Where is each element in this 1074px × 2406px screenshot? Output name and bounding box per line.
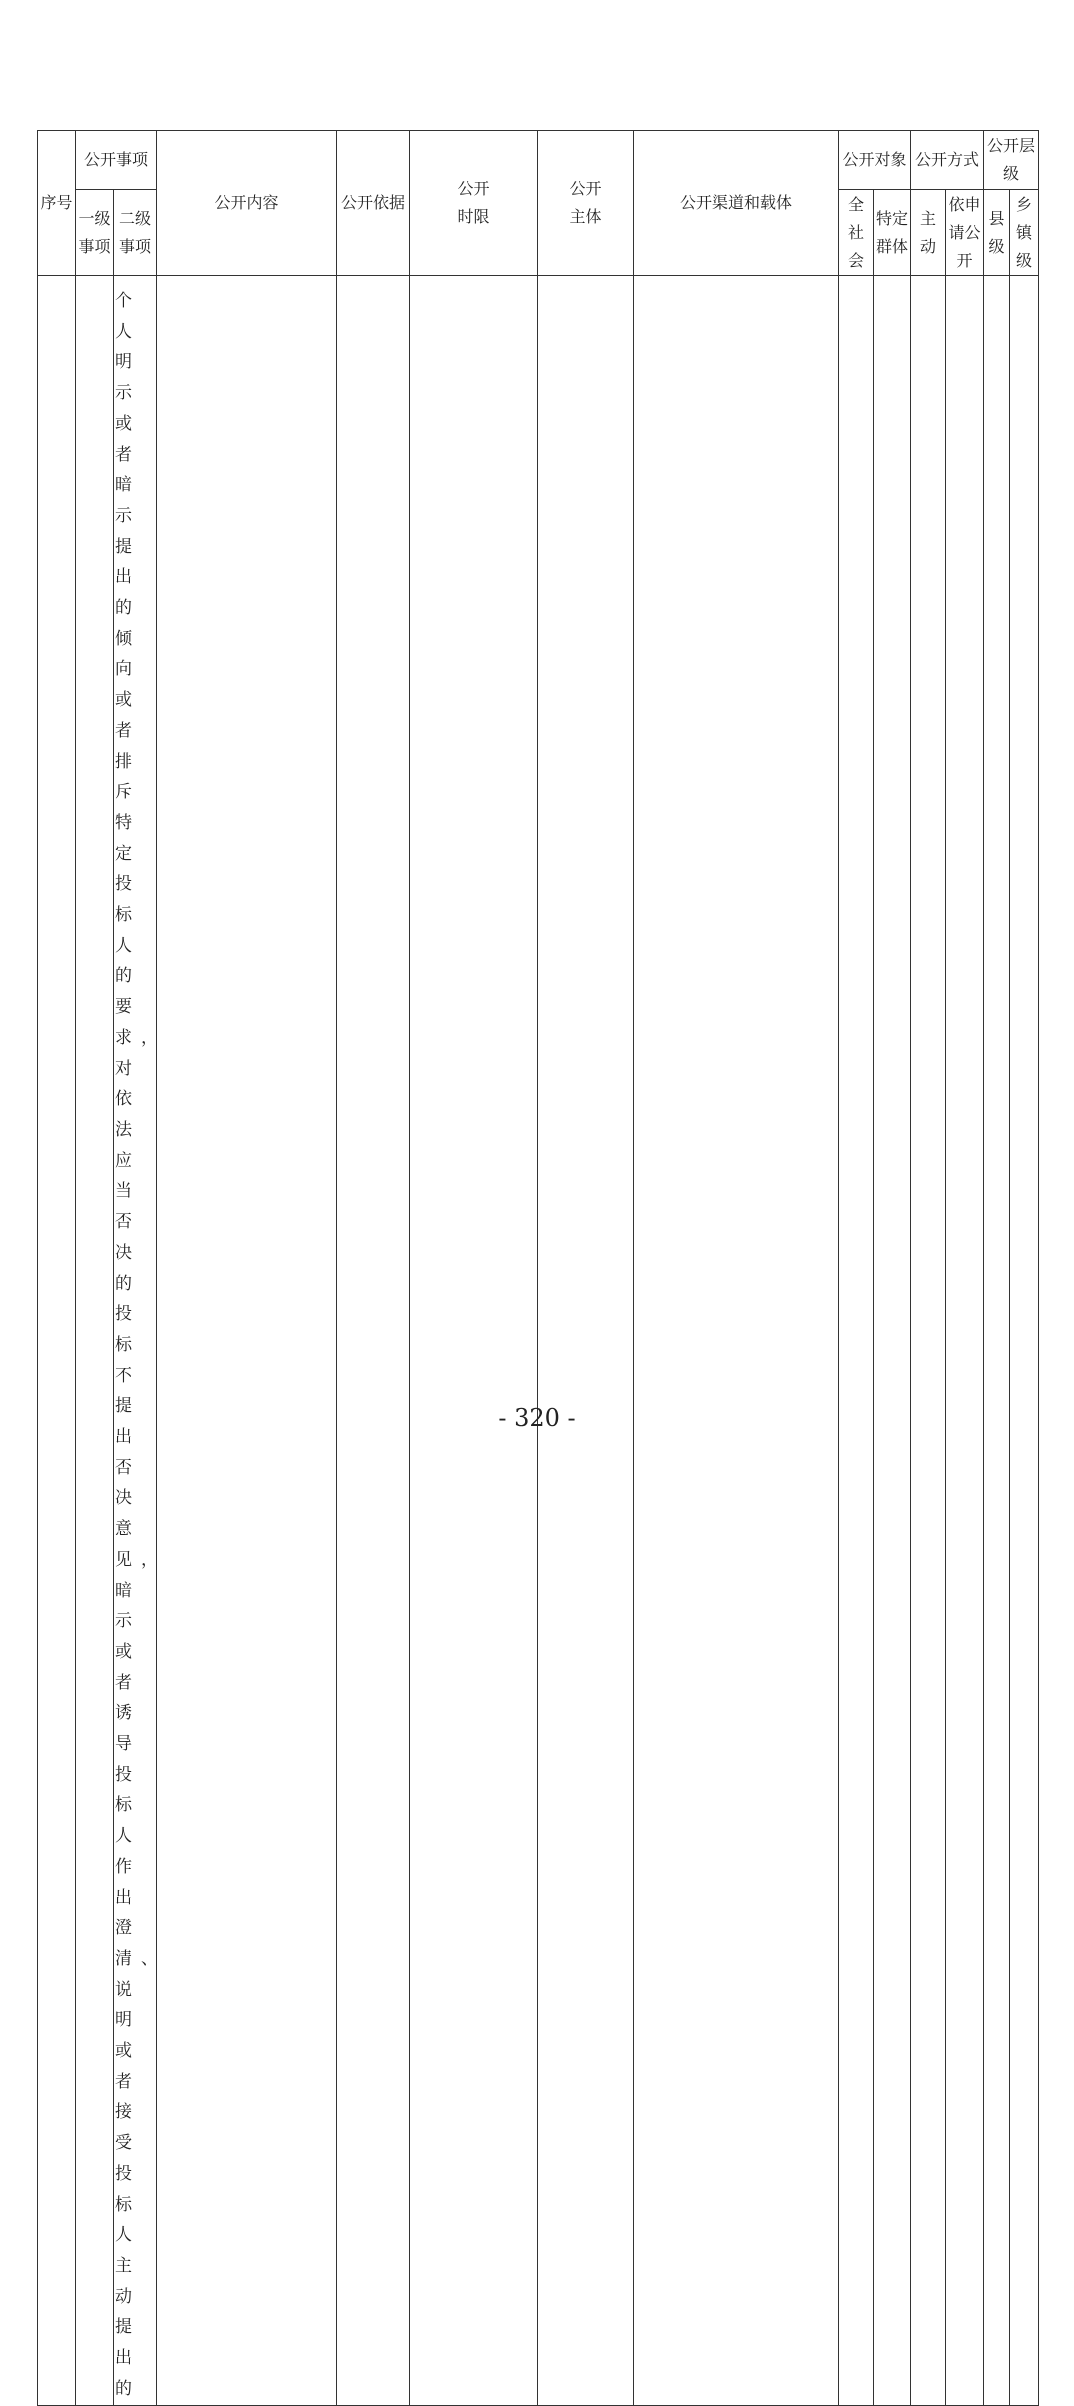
disclosure-table	[37, 130, 1039, 2406]
cell-level-township	[1010, 276, 1039, 2406]
header-time-limit: 公开 时限	[410, 131, 538, 276]
cell-content	[157, 276, 337, 2406]
cell-seq	[38, 276, 76, 2406]
header-level-county: 县 级	[984, 190, 1010, 276]
header-seq: 序号	[38, 131, 76, 276]
cell-level2	[114, 276, 167, 2406]
header-level2: 二级 事项	[114, 190, 157, 276]
header-audience-all: 全 社 会	[839, 190, 874, 276]
level2-item-text: 个人明示或者暗示提出的倾向或者排斥特定投标人的要求，对依法应当否决的投标不提出否决意见，暗示或者诱导投标人作出澄清、说明或者接受投标人主动提出的	[115, 291, 167, 2399]
header-method-group: 公开方式	[911, 131, 984, 190]
header-audience-specific: 特定 群体	[874, 190, 911, 276]
header-level1: 一级 事项	[76, 190, 114, 276]
header-audience-group: 公开对象	[839, 131, 911, 190]
header-basis: 公开依据	[337, 131, 410, 276]
cell-method-request	[946, 276, 984, 2406]
cell-method-active	[911, 276, 946, 2406]
cell-basis	[337, 276, 410, 2406]
header-subject: 公开 主体	[538, 131, 634, 276]
cell-time-limit	[410, 276, 538, 2406]
cell-audience-specific	[874, 276, 911, 2406]
header-level-township: 乡 镇 级	[1010, 190, 1039, 276]
header-method-request: 依申 请公 开	[946, 190, 984, 276]
header-channel: 公开渠道和载体	[634, 131, 839, 276]
header-method-active: 主 动	[911, 190, 946, 276]
page-number: - 320 -	[498, 1404, 576, 1432]
cell-channel	[634, 276, 839, 2406]
cell-audience-all	[839, 276, 874, 2406]
header-level-group: 公开层 级	[984, 131, 1039, 190]
cell-level1	[76, 276, 114, 2406]
header-content: 公开内容	[157, 131, 337, 276]
cell-subject	[538, 276, 634, 2406]
header-items-group: 公开事项	[76, 131, 157, 190]
cell-level-county	[984, 276, 1010, 2406]
